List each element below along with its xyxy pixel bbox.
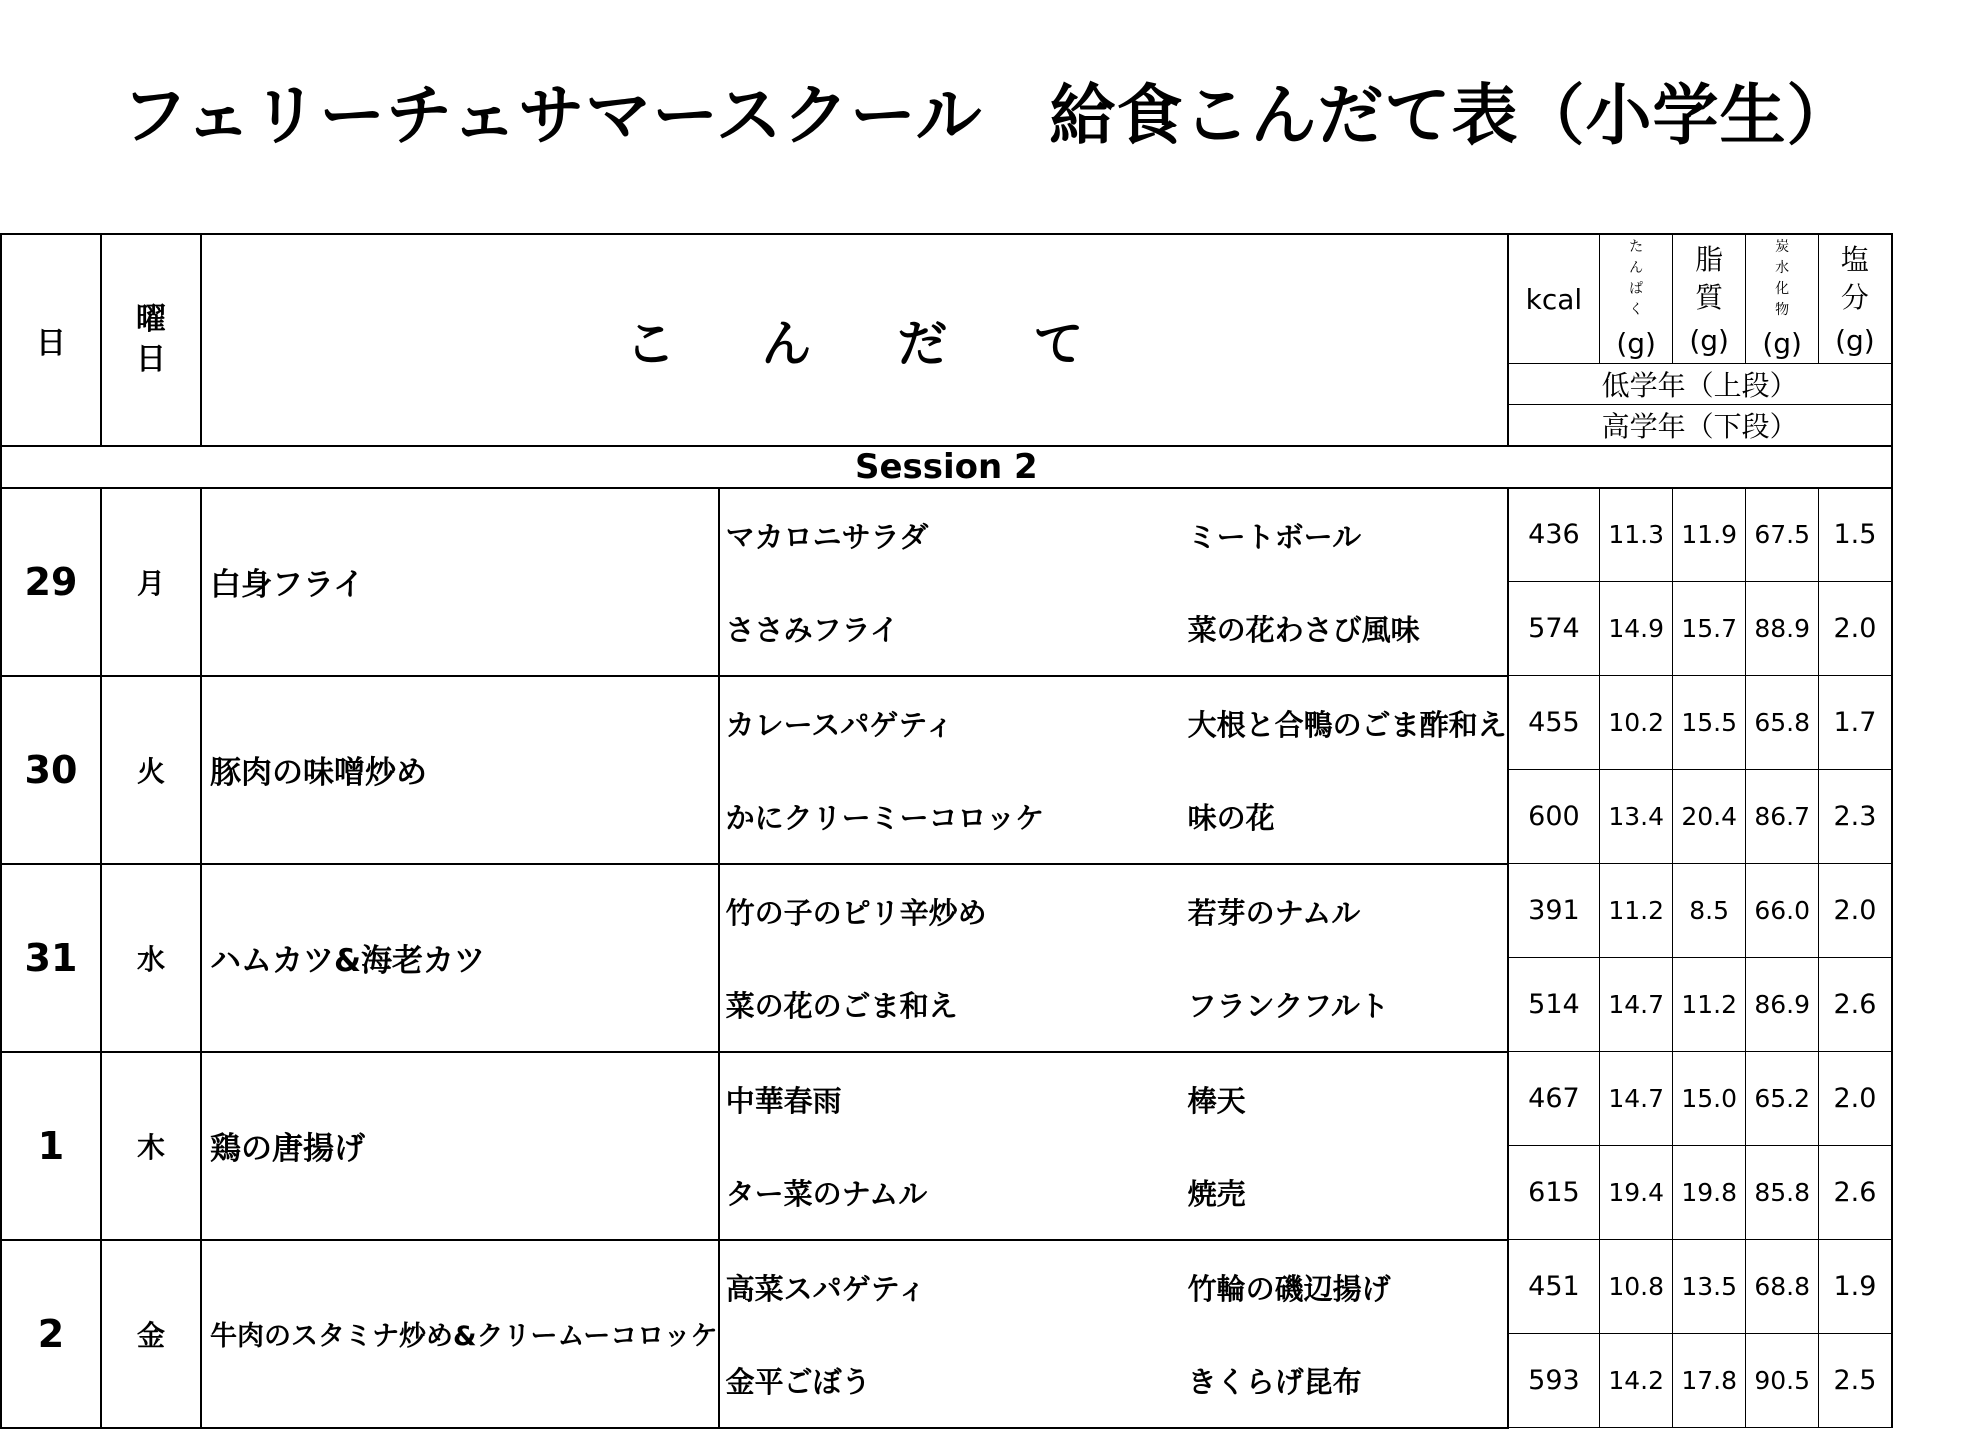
main-dish: ハムカツ&海老カツ <box>201 864 719 1052</box>
header-carb: 炭 水 化 物 (g) <box>1746 234 1819 363</box>
kcal-value: 615 <box>1508 1146 1600 1240</box>
protein-value: 10.2 <box>1600 676 1673 770</box>
kcal-value: 600 <box>1508 770 1600 864</box>
kcal-value: 436 <box>1508 488 1600 582</box>
kcal-value: 391 <box>1508 864 1600 958</box>
kcal-value: 574 <box>1508 582 1600 676</box>
salt-value: 2.0 <box>1819 864 1892 958</box>
fat-value: 8.5 <box>1673 864 1746 958</box>
header-protein: た ん ぱ く (g) <box>1600 234 1673 363</box>
salt-value: 2.0 <box>1819 582 1892 676</box>
side-dishes-upper: ター菜のナムル 焼売 <box>719 1146 1508 1240</box>
session-label: Session 2 <box>1 446 1892 488</box>
protein-value: 13.4 <box>1600 770 1673 864</box>
carb-value: 86.7 <box>1746 770 1819 864</box>
header-kcal: kcal <box>1508 234 1600 363</box>
side-dishes-lower: 中華春雨 棒天 <box>719 1052 1508 1146</box>
carb-value: 66.0 <box>1746 864 1819 958</box>
carb-value: 68.8 <box>1746 1240 1819 1334</box>
protein-value: 19.4 <box>1600 1146 1673 1240</box>
protein-value: 11.2 <box>1600 864 1673 958</box>
carb-value: 65.2 <box>1746 1052 1819 1146</box>
day-dow: 木 <box>101 1052 201 1240</box>
day-dow: 月 <box>101 488 201 676</box>
side-dishes-upper: 菜の花のごま和え フランクフルト <box>719 958 1508 1052</box>
kcal-value: 593 <box>1508 1334 1600 1428</box>
carb-value: 88.9 <box>1746 582 1819 676</box>
carb-value: 65.8 <box>1746 676 1819 770</box>
header-fat: 脂 質 (g) <box>1673 234 1746 363</box>
side-dishes-lower: 高菜スパゲティ 竹輪の磯辺揚げ <box>719 1240 1508 1334</box>
menu-table <box>0 233 1893 1429</box>
salt-value: 2.3 <box>1819 770 1892 864</box>
kcal-value: 514 <box>1508 958 1600 1052</box>
kcal-value: 455 <box>1508 676 1600 770</box>
day-dow: 金 <box>101 1240 201 1428</box>
carb-value: 90.5 <box>1746 1334 1819 1428</box>
day-date: 2 <box>1 1240 101 1428</box>
salt-value: 2.6 <box>1819 1146 1892 1240</box>
day-date: 1 <box>1 1052 101 1240</box>
header-day: 日 <box>1 234 101 446</box>
side-dishes-lower: 竹の子のピリ辛炒め 若芽のナムル <box>719 864 1508 958</box>
fat-value: 17.8 <box>1673 1334 1746 1428</box>
fat-value: 19.8 <box>1673 1146 1746 1240</box>
salt-value: 2.5 <box>1819 1334 1892 1428</box>
side-dishes-upper: ささみフライ 菜の花わさび風味 <box>719 582 1508 676</box>
protein-value: 10.8 <box>1600 1240 1673 1334</box>
side-dishes-lower: カレースパゲティ 大根と合鴨のごま酢和え <box>719 676 1508 770</box>
salt-value: 1.5 <box>1819 488 1892 582</box>
fat-value: 15.5 <box>1673 676 1746 770</box>
fat-value: 11.2 <box>1673 958 1746 1052</box>
side-dishes-upper: かにクリーミーコロッケ 味の花 <box>719 770 1508 864</box>
carb-value: 86.9 <box>1746 958 1819 1052</box>
fat-value: 13.5 <box>1673 1240 1746 1334</box>
salt-value: 2.0 <box>1819 1052 1892 1146</box>
day-date: 31 <box>1 864 101 1052</box>
kcal-value: 467 <box>1508 1052 1600 1146</box>
fat-value: 20.4 <box>1673 770 1746 864</box>
lower-grade-label: 低学年（上段） <box>1508 363 1892 404</box>
fat-value: 11.9 <box>1673 488 1746 582</box>
main-dish: 鶏の唐揚げ <box>201 1052 719 1240</box>
protein-value: 14.7 <box>1600 1052 1673 1146</box>
header-menu: こ ん だ て <box>201 234 1508 446</box>
day-date: 30 <box>1 676 101 864</box>
protein-value: 14.7 <box>1600 958 1673 1052</box>
main-dish: 豚肉の味噌炒め <box>201 676 719 864</box>
salt-value: 2.6 <box>1819 958 1892 1052</box>
carb-value: 67.5 <box>1746 488 1819 582</box>
side-dishes-lower: マカロニサラダ ミートボール <box>719 488 1508 582</box>
salt-value: 1.9 <box>1819 1240 1892 1334</box>
kcal-value: 451 <box>1508 1240 1600 1334</box>
protein-value: 14.9 <box>1600 582 1673 676</box>
day-dow: 火 <box>101 676 201 864</box>
upper-grade-label: 高学年（下段） <box>1508 404 1892 446</box>
day-dow: 水 <box>101 864 201 1052</box>
page-title: フェリーチェサマースクール 給食こんだて表（小学生） <box>121 77 1854 154</box>
day-date: 29 <box>1 488 101 676</box>
header-salt: 塩 分 (g) <box>1819 234 1892 363</box>
protein-value: 14.2 <box>1600 1334 1673 1428</box>
protein-value: 11.3 <box>1600 488 1673 582</box>
main-dish: 白身フライ <box>201 488 719 676</box>
fat-value: 15.7 <box>1673 582 1746 676</box>
fat-value: 15.0 <box>1673 1052 1746 1146</box>
carb-value: 85.8 <box>1746 1146 1819 1240</box>
side-dishes-upper: 金平ごぼう きくらげ昆布 <box>719 1334 1508 1428</box>
header-dow: 曜 日 <box>101 234 201 446</box>
salt-value: 1.7 <box>1819 676 1892 770</box>
main-dish: 牛肉のスタミナ炒め&クリームーコロッケ <box>201 1240 719 1428</box>
